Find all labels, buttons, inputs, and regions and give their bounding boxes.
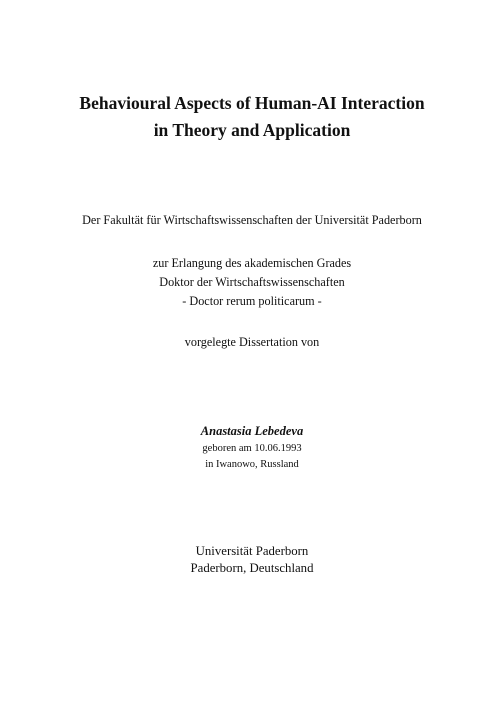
thesis-title-line-2: in Theory and Application bbox=[153, 120, 351, 140]
university-location: Paderborn, Deutschland bbox=[190, 561, 314, 575]
submitted-by: vorgelegte Dissertation von bbox=[184, 335, 320, 349]
university-name: Universität Paderborn bbox=[195, 544, 309, 558]
author-birthplace: in Iwanowo, Russland bbox=[205, 459, 299, 470]
author-name: Anastasia Lebedeva bbox=[200, 424, 304, 438]
degree-name: Doktor der Wirtschaftswissenschaften bbox=[159, 275, 345, 289]
faculty-statement: Der Fakultät für Wirtschaftswissenschaften der Universität Paderborn bbox=[82, 213, 422, 227]
degree-purpose: zur Erlangung des akademischen Grades bbox=[152, 256, 352, 270]
thesis-title-line-1: Behavioural Aspects of Human-AI Interaction bbox=[79, 93, 425, 113]
author-birthdate: geboren am 10.06.1993 bbox=[202, 443, 302, 454]
degree-latin: - Doctor rerum politicarum - bbox=[182, 294, 322, 308]
